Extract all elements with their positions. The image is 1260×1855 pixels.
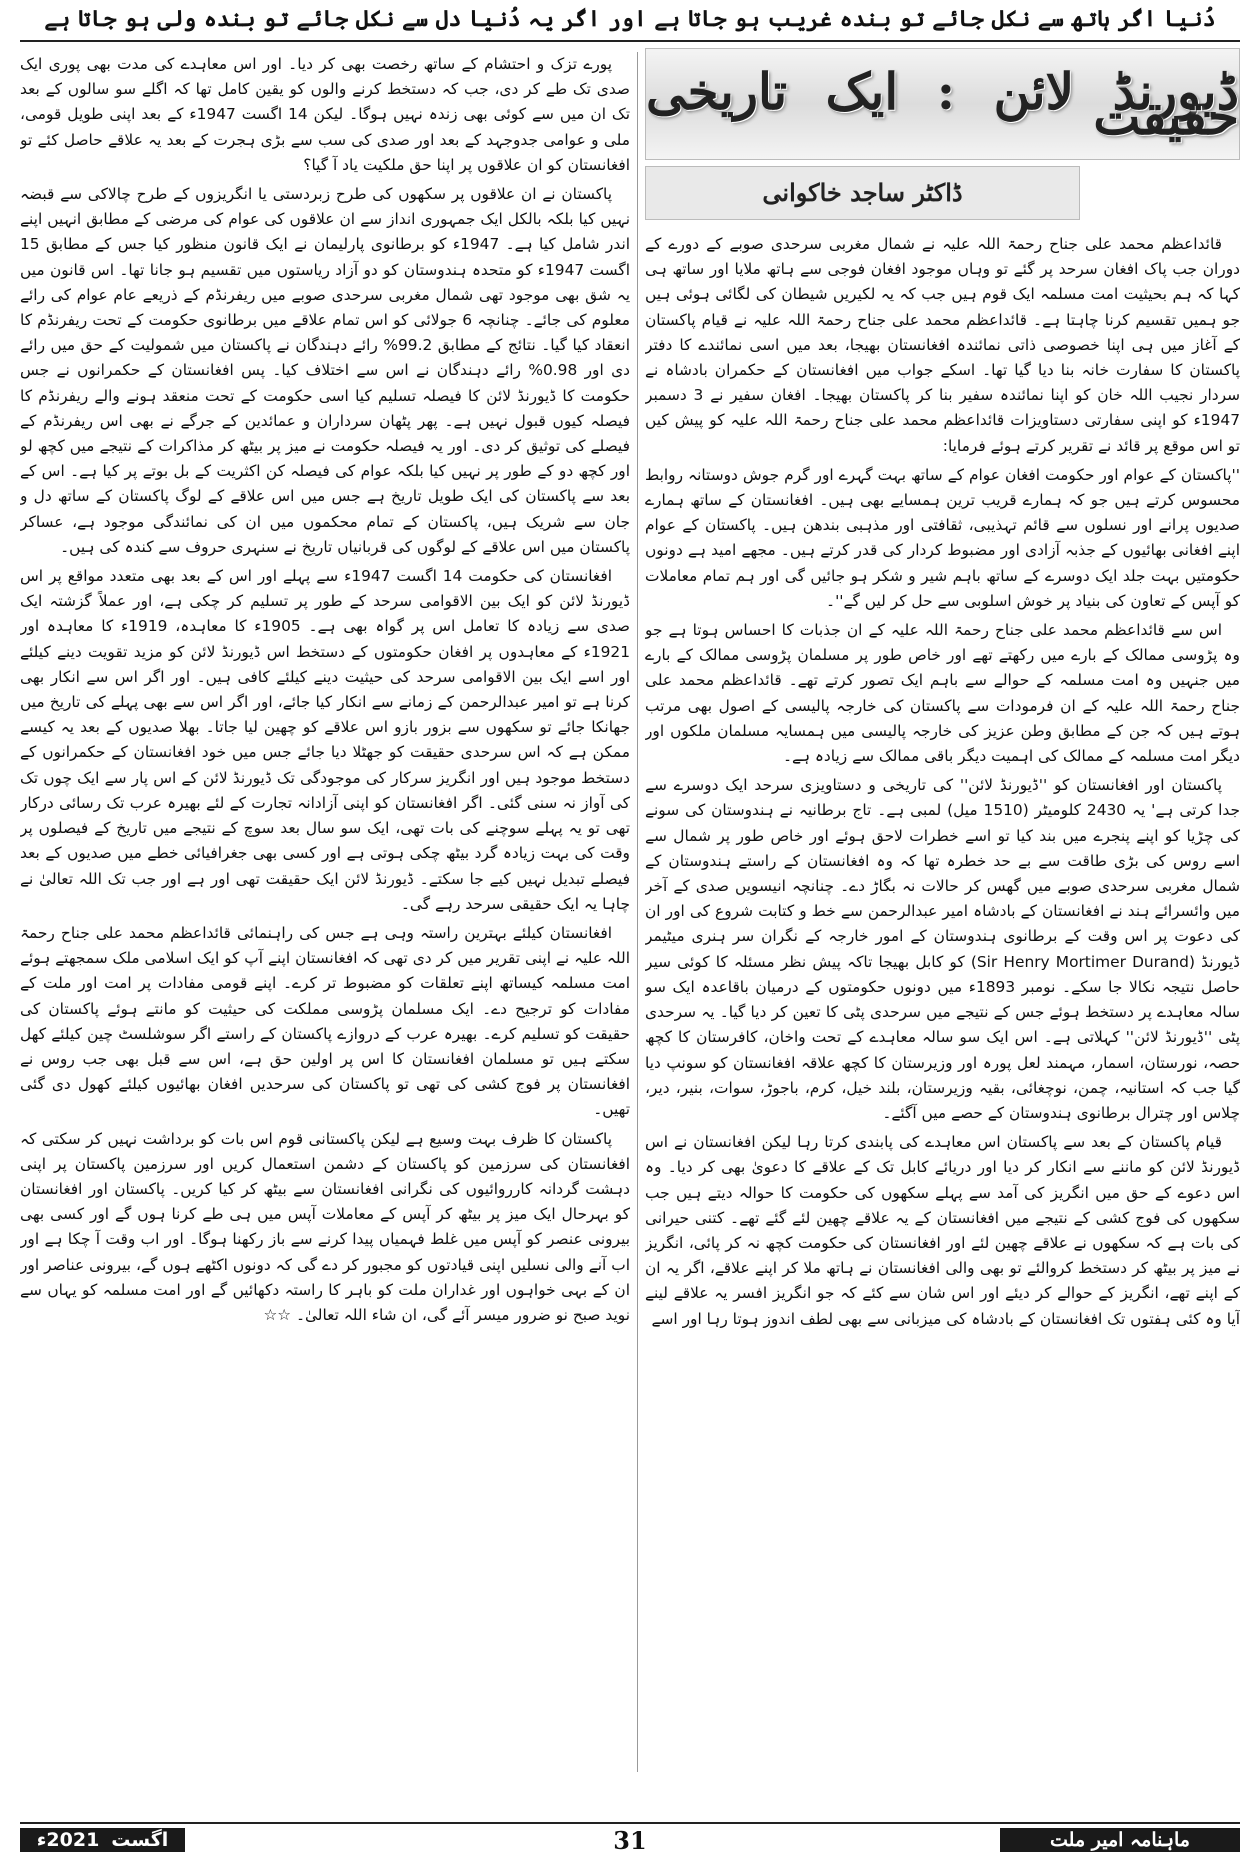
footer-year: 2021ء [36, 1829, 100, 1851]
page-number: 31 [613, 1826, 647, 1855]
header-motto: دُنیا اگر ہاتھ سے نکل جائے تو بندہ غریب ہو جاتا ہے اور اگر یہ دُنیا دل سے نکل جائے تو بندہ ولی ہو جاتا ہے [44, 6, 1216, 32]
paragraph: اس سے قائداعظم محمد علی جناح رحمۃ اللہ علیہ کے ان جذبات کا احساس ہوتا ہے جو وہ پڑوسی ممالک کے بارے میں رکھتے تھے اور خاص طور پر مسلمان پڑوسی ممالک کے بارے میں جنہیں وہ امت مسلمہ کے حوالے سے باہم ایک تصور کرتے تھے۔ قائداعظم محمد علی جناح رحمۃ اللہ علیہ کے ان فرمودات سے پاکستان کی خارجہ پالیسی کے اصول بھی مرتب ہوتے ہیں کہ جن کے مطابق وطن عزیز کی خارجہ پالیسی میں ہمسایہ مسلمان ملکوں اور دیگر امت مسلمہ کے ممالک کی اہمیت دیگر باقی ممالک سے زیادہ ہے۔ [645, 621, 1240, 766]
right-column [645, 48, 1240, 1787]
paragraph: افغانستان کی حکومت 14 اگست 1947ء سے پہلے اور اس کے بعد بھی متعدد مواقع پر اس ڈیورنڈ لائن کو ایک بین الاقوامی سرحد کے طور پر تسلیم کر چکی ہے، اور عملاً گزشتہ ایک صدی سے زیادہ کا تعامل اس پر گواہ بھی ہے۔ 1905ء کا معاہدہ، 1919ء کا معاہدہ اور 1921ء کے معاہدوں پر افغان حکومتوں کے دستخط اس ڈیورنڈ لائن کو مزید تقویت دینے کیلئے اور اسے ایک بین الاقوامی سرحد کی حیثیت دینے کیلئے کافی ہیں۔ اور اگر اس سے انکار بھی کرنا ہے تو امیر عبدالرحمن کے زمانے سے انکار کیا جائے، اور اگر اس سے بھی پہلے کی تاریخ میں جھانکا جائے تو سکھوں سے بزور بازو اس علاقے کو چھین لیا جاتا۔ بھلا صدیوں کے بعد یہ کیسے ممکن ہے کہ اس سرحدی حقیقت کو جھٹلا دیا جائے جس میں خود افغانستان کے حکمرانوں کے دستخط موجود ہیں اور انگریز سرکار کی موجودگی تک ڈیورنڈ لائن کے اس پار سے ایک چوں تک کی آواز نہ سنی گئی۔ اگر افغانستان کو اپنی آزادانہ تجارت کے لئے بھیرہ عرب تک رسائی درکار تھی تو یہ پہلے سوچنے کی بات تھی، ایک سو سال بعد سوچ کے نتیجے میں تاریخ کے فیصلوں پر وقت کی بہت زیادہ گرد بیٹھ چکی ہوتی ہے اور کسی بھی جغرافیائی خطے میں صدیوں کے بعد فیصلے تبدیل نہیں کیے جا سکتے۔ ڈیورنڈ لائن ایک حقیقت تھی اور ہے اور جب تک اللہ تعالیٰ نے چاہا یہ ایک حقیقی سرحد رہے گی۔ [20, 567, 630, 913]
paragraph: قیام پاکستان کے بعد سے پاکستان اس معاہدے کی پابندی کرتا رہا لیکن افغانستان نے اس ڈیورنڈ لائن کو ماننے سے انکار کر دیا اور دریائے کابل تک کے علاقے کا دعویٰ بھی کر دیا۔ وہ اس دعوے کے حق میں انگریز کی آمد سے پہلے سکھوں کی حکومت کا حوالہ دیتے ہیں جب سکھوں کی فوج کشی کے نتیجے میں افغانستان کے یہ علاقے چھین لئے گئے تھے۔ کتنی حیرانی کی بات ہے کہ سکھوں نے علاقے چھین لئے اور افغانستان کی حکومت کچھ نہ کر پائی، انگریز نے میز پر بیٹھ کر دستخط کروالئے تو بھی والی افغانستان نے ہاتھ ملا کر اپنے علاقے، اگر یہ ان کے اپنے تھے، انگریز کے حوالے کر دیئے اور اس شان سے کئے کہ جو انگریز افسر یہ علاقے لینے آیا وہ کئی ہفتوں تک افغانستان کے بادشاہ کی میزبانی سے بھی لطف اندوز ہوتا رہا اور اسے [645, 1133, 1240, 1328]
title-banner [645, 48, 1240, 160]
header-rule [20, 40, 1240, 42]
column-divider [637, 52, 638, 1772]
paragraph: پاکستان نے ان علاقوں پر سکھوں کی طرح زبردستی یا انگریزوں کے طرح چالاکی سے قبضہ نہیں کیا بلکہ بالکل ایک جمہوری انداز سے ان علاقوں کی عوام کی مرضی کے مطابق انہیں اپنے اندر شامل کیا ہے۔ 1947ء کو برطانوی پارلیمان نے ایک قانون منظور کیا جس کے مطابق 15 اگست 1947ء کو متحدہ ہندوستان کو دو آزاد ریاستوں میں تقسیم ہو جانا تھا۔ اس قانون میں یہ شق بھی موجود تھی شمال مغربی سرحدی صوبے میں ریفرنڈم کے ذریعے عام عوام کی رائے معلوم کی جائے۔ چنانچہ 6 جولائی کو اس تمام علاقے میں برطانوی حکومت کے تحت ریفرنڈم کا انعقاد کیا گیا۔ نتائج کے مطابق 99.2% رائے دہندگان نے پاکستان میں شمولیت کے حق میں رائے دی اور 0.98% رائے دہندگان نے اس سے اختلاف کیا۔ پس افغانستان کے حکمرانوں نے جس حکومت کا ڈیورنڈ لائن کا فیصلہ تسلیم کیا اسی حکومت کے تحت منعقد ہونے والے ریفرنڈم کا فیصلہ کیوں قبول نہیں ہے۔ پھر پٹھان سرداران و عمائدین کے جرگے نے بھی اس ریفرنڈم کے فیصلے کی توثیق کر دی۔ اور یہ فیصلہ حکومت نے میز پر بیٹھ کر مذاکرات کے نتیجے میں کچھ لو اور کچھ دو کے طور پر نہیں کیا بلکہ عوام کی فیصلہ کن اکثریت کے بل بوتے پر کیا ہے۔ اس کے بعد سے پاکستان کی ایک طویل تاریخ ہے جس میں اس علاقے کے لوگ پاکستان کے ساتھ دل و جان سے شریک ہیں، پاکستان کے تمام محکموں میں ان کی نمائندگی موجود ہے، عساکر پاکستان میں اس علاقے کے لوگوں کی قربانیاں تاریخ نے سنہری حروف سے کندہ کی ہیں۔ [20, 185, 630, 556]
right-column-body [645, 232, 1240, 1787]
article-title: ڈیورنڈ لائن : ایک تاریخی حقیقت [646, 61, 1239, 146]
paragraph: پاکستان کا ظرف بہت وسیع ہے لیکن پاکستانی قوم اس بات کو برداشت نہیں کر سکتی کہ افغانستان کی سرزمین کو پاکستان کے دشمن استعمال کریں اور سرزمین پاکستان پر اپنی دہشت گردانہ کارروائیوں کی نگرانی افغانستان سے بیٹھ کر کیا کریں۔ پاکستان اور افغانستان کو بہرحال ایک میز پر بیٹھ کر آپس کے معاملات آپس میں ہی طے کرنا ہوں گے اور کسی بھی بیرونی عنصر کو آپس میں غلط فہمیاں پیدا کرنے سے باز رکھنا ہوگا۔ اور اب وقت آ چکا ہے اور اب آنے والی نسلیں اپنی قیادتوں کو مجبور کر دے گی کہ دونوں اکٹھے ہوں گے، بیرونی عناصر اور ان کے بہی خواہوں اور غداران ملت کو باہر کا راستہ دکھائیں گے اور امت مسلمہ کو یہاں سے نوید صبح نو ضرور میسر آئے گی، ان شاء اللہ تعالیٰ۔ ☆☆ [20, 1129, 630, 1324]
paragraph: افغانستان کیلئے بہترین راستہ وہی ہے جس کی راہنمائی قائداعظم محمد علی جناح رحمۃ اللہ علیہ نے اپنی تقریر میں کر دی تھی کہ افغانستان اپنے آپ کو ایک اسلامی ملک سمجھتے ہوئے امت مسلمہ کیساتھ اپنے تعلقات کو مضبوط تر کرے۔ اپنے قومی مفادات پر امت اور ملت کے مفادات کو ترجیح دے۔ ایک مسلمان پڑوسی مملکت کی حیثیت کو مانتے ہوئے پاکستان کی حقیقت کو تسلیم کرے۔ بھیرہ عرب کے دروازے پاکستان کے راستے اگر سوشلسٹ چین کیلئے کھل سکتے ہیں تو مسلمان افغانستان کا اس پر اولین حق ہے، اس سے قبل بھی جب روس نے افغانستان پر فوج کشی کی تھی تو پاکستان کی سرحدیں افغان بھائیوں کیلئے کھول دی گئی تھیں۔ [20, 923, 630, 1119]
author-byline: ڈاکٹر ساجد خاکوانی [645, 166, 1080, 220]
footer-month: اگست [111, 1829, 169, 1851]
paragraph: قائداعظم محمد علی جناح رحمۃ اللہ علیہ نے شمال مغربی سرحدی صوبے کے دورے کے دوران جب پاک افغان سرحد پر گئے تو وہاں موجود افغان فوجی سے ہاتھ ملایا اور ساتھ ہی کہا کہ ہم بحیثیت امت مسلمہ ایک قوم ہیں جب کہ یہ لکیریں شیطان کی لگائی ہوئی ہیں جو ہمیں تقسیم کرنا چاہتا ہے۔ قائداعظم محمد علی جناح رحمۃ اللہ علیہ نے قیام پاکستان کے آغاز میں ہی اپنا خصوصی ذاتی نمائندہ افغانستان بھیجا، بعد میں اسی نمائندے کا دفتر پاکستان کا سفارت خانہ بنا دیا گیا تھا۔ اسکے جواب میں افغانستان کے حکمران بادشاہ نے سردار نجیب اللہ خان کو اپنا نمائندہ سفیر بنا کر پاکستان بھیجا۔ افغان سفیر نے 3 دسمبر 1947ء کو اپنی سفارتی دستاویزات قائداعظم محمد علی جناح رحمۃ اللہ علیہ کو پیش کیں تو اس موقع پر قائد نے تقریر کرتے ہوئے فرمایا: [645, 235, 1240, 455]
footer-rule [20, 1822, 1240, 1824]
left-column [20, 52, 630, 1770]
footer-issue-date [20, 1828, 185, 1852]
paragraph: پورے تزک و احتشام کے ساتھ رخصت بھی کر دیا۔ اور اس معاہدے کی مدت بھی پوری ایک صدی تک طے کر دی، جب کہ دستخط کرنے والوں کو یقین کامل تھا کہ اگلے سو سالوں کے بعد تک ان میں سے کوئی بھی زندہ نہیں ہوگا۔ لیکن 14 اگست 1947ء کے بعد اپنی طویل قومی، ملی و عوامی جدوجہد کے بعد اور صدی کی سب سے بڑی ہجرت کے بعد یہ علاقے حاصل کئے تو افغانستان کو ان علاقوں پر اپنا حق ملکیت یاد آ گیا؟ [20, 55, 630, 174]
magazine-name: ماہنامہ امیر ملت [1000, 1828, 1240, 1852]
paragraph: پاکستان اور افغانستان کو ''ڈیورنڈ لائن'' کی تاریخی و دستاویزی سرحد ایک دوسرے سے جدا کرتی ہے' یہ 2430 کلومیٹر (1510 میل) لمبی ہے۔ تاج برطانیہ نے ہندوستان کی سونے کی چڑیا کو اپنے پنجرے میں بند کیا تو اسے خطرات لاحق ہوئے اور خاص طور پر شمال سے اسے روس کی بڑی طاقت سے بے حد خطرہ تھا کہ وہ افغانستان کے راستے ہندوستان کے شمال مغربی سرحدی صوبے میں گھس کر حالات نہ بگاڑ دے۔ چنانچہ انیسویں صدی کے آخر میں وائسرائے ہند نے افغانستان کے بادشاہ امیر عبدالرحمن سے خط و کتابت شروع کی اور ان کی دعوت پر اس وقت کے برطانوی ہندوستان کے امور خارجہ کے نگران سر ہنری میٹیمر ڈیورنڈ (Sir Henry Mortimer Durand) کو کابل بھیجا تاکہ پیش نظر مسئلہ کا کوئی سیر حاصل نتیجہ نکالا جا سکے۔ نومبر 1893ء میں دونوں حکومتوں کے درمیان باقاعدہ ایک سو سالہ معاہدے پر دستخط ہوئے جس کے نتیجے میں سرحدی پٹی کا تعین کر دیا گیا۔ یہ سرحدی پٹی ''ڈیورنڈ لائن'' کہلاتی ہے۔ اس ایک سو سالہ معاہدے کے تحت واخان، کافرستان کا کچھ حصہ، نورستان، اسمار، مہمند لعل پورہ اور وزیرستان کا کچھ علاقہ افغانستان کو سونپ دیا گیا جب کہ استانیہ، چمن، نوچغائی، بقیہ وزیرستان، بلند خیل، کرم، باجوڑ، سوات، بنیر، دیر، چلاس اور چترال برطانوی ہندوستان کے حصے میں آگئے۔ [645, 776, 1240, 1122]
quote-paragraph: ''پاکستان کے عوام اور حکومت افغان عوام کے ساتھ بہت گہرے اور گرم جوش دوستانہ روابط محسوس کرتے ہیں جو کہ ہمارے قریب ترین ہمسایے بھی ہیں۔ افغانستان کے ساتھ ہمارے صدیوں پرانے اور نسلوں سے قائم تہذیبی، ثقافتی اور مذہبی بندھن ہیں۔ پاکستان کے عوام اپنے افغانی بھائیوں کے جذبہ آزادی اور مضبوط کردار کی قدر کرتے ہیں۔ مجھے امید ہے دونوں حکومتیں بہت جلد ایک دوسرے کے ساتھ باہم شیر و شکر ہو جائیں گی اور ہم تمام معاملات کو آپس کے تعاون کی بنیاد پر خوش اسلوبی سے حل کر لیں گے''۔ [645, 465, 1240, 610]
